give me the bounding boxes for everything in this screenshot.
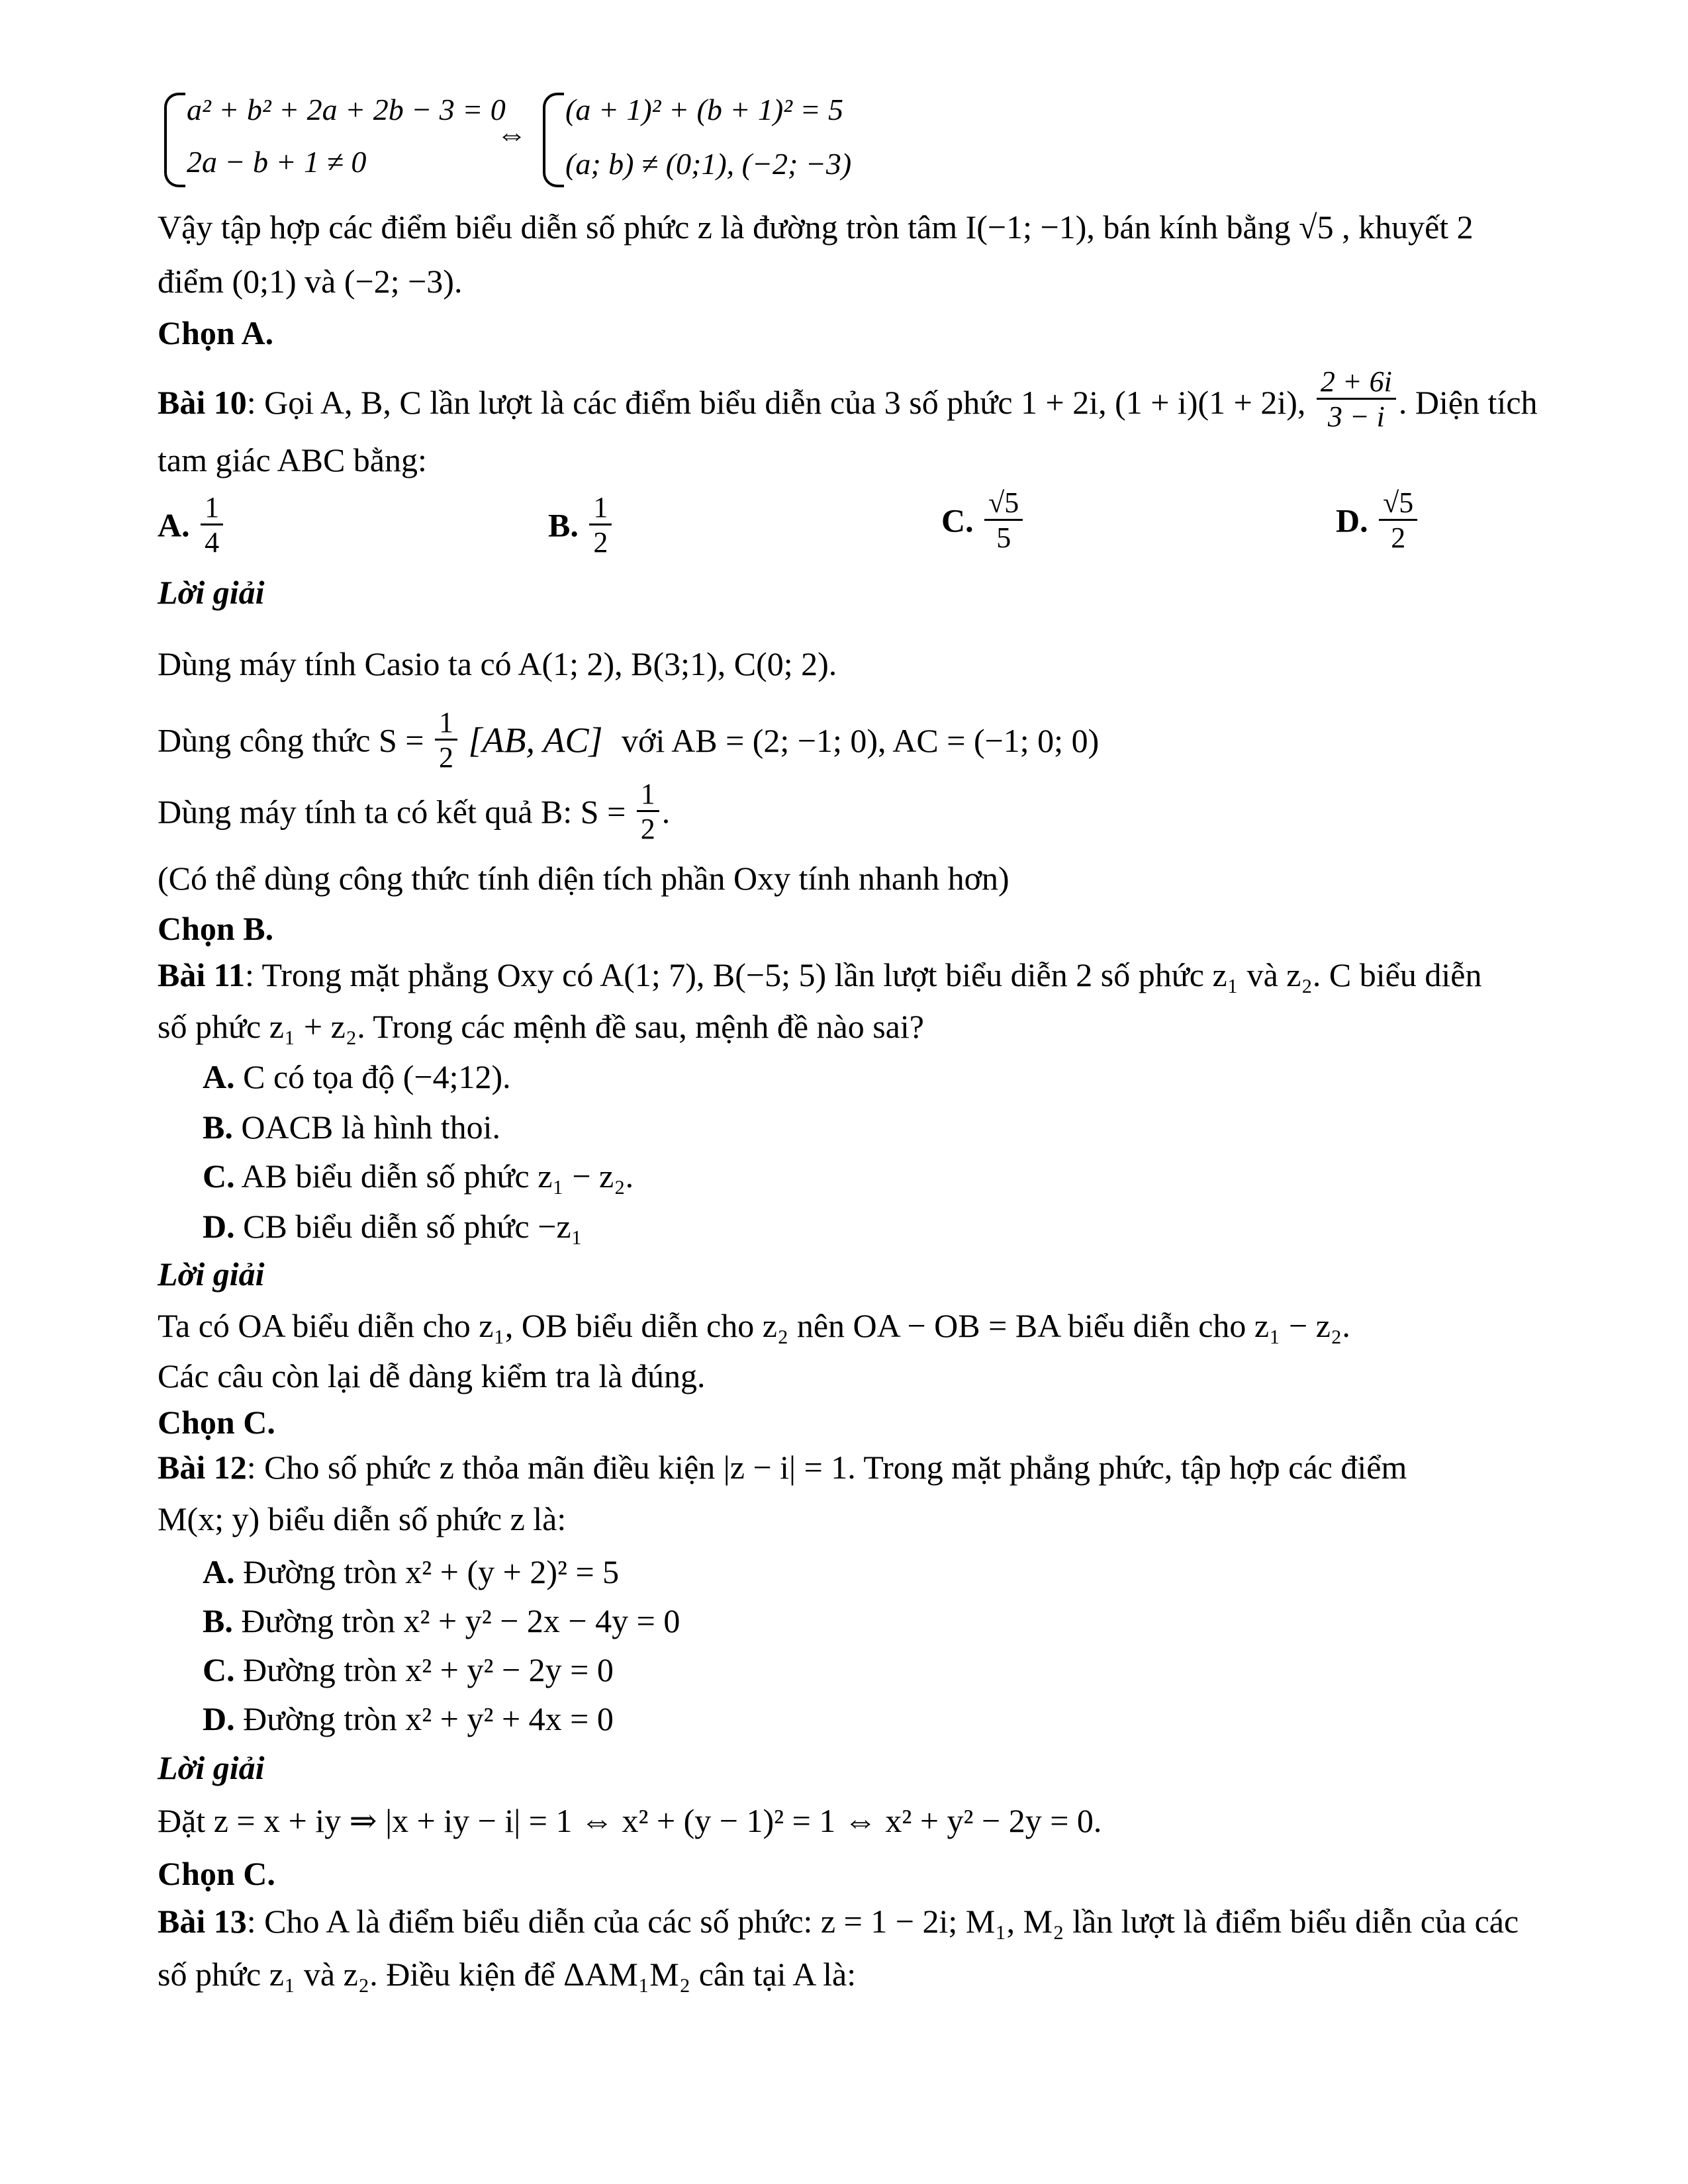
formula-prefix: Dùng công thức S =: [158, 721, 424, 759]
conclusion-line2: điểm (0;1) và (−2; −3).: [158, 263, 463, 300]
bai11-question-line1: [158, 958, 1481, 991]
bai11-answer: Chọn C.: [158, 1404, 275, 1441]
bai10-question-tail: . Diện tích: [1398, 383, 1538, 421]
option-letter: A.: [203, 1058, 235, 1095]
option-text: OACB là hình thoi.: [241, 1109, 501, 1146]
option-letter: D.: [203, 1700, 235, 1737]
bai10-option-b: [548, 493, 614, 557]
bai12-question-line2: M(x; y) biểu diễn số phức z là:: [158, 1500, 567, 1537]
option-numerator: √5: [1379, 488, 1417, 521]
bai10-label: Bài 10: [158, 383, 247, 421]
formula-half: [435, 708, 457, 772]
option-fraction: [589, 493, 612, 557]
option-letter: B.: [203, 1109, 233, 1146]
bai11-solution-line2: Các câu còn lại dễ dàng kiểm tra là đúng.: [158, 1357, 706, 1394]
option-letter: D.: [1336, 502, 1368, 539]
bai13-question-line1: [158, 1905, 1519, 1938]
bai11-question-line2: số phức z₁ + z₂. Trong các mệnh đề sau, mệnh đề nào sai?: [158, 1008, 924, 1045]
system-left-row1: a² + b² + 2a + 2b − 3 = 0: [187, 93, 506, 126]
option-text: Đường tròn x² + y² + 4x = 0: [243, 1700, 614, 1737]
option-denominator: 2: [1391, 522, 1406, 554]
bai11-option-c: [203, 1160, 633, 1193]
bai11-option-d: [203, 1210, 583, 1243]
bai12-label: Bài 12: [158, 1449, 247, 1486]
result-prefix: Dùng máy tính ta có kết quả B: S =: [158, 793, 626, 831]
bai13-label: Bài 13: [158, 1903, 247, 1940]
bai12-option-c: [203, 1653, 614, 1686]
option-text: Đường tròn x² + y² − 2y = 0: [243, 1651, 614, 1688]
system-right-row2: (a; b) ≠ (0;1), (−2; −3): [565, 147, 852, 181]
bai10-fraction-denominator: 3 − i: [1327, 400, 1385, 433]
bai12-question-line1: [158, 1451, 1407, 1484]
bai12-question-text: : Cho số phức z thỏa mãn điều kiện |z − i| = 1. Trong mặt phẳng phức, tập hợp các điểm: [246, 1449, 1407, 1486]
option-denominator: 5: [996, 522, 1011, 554]
bai12-solution-heading: Lời giải: [158, 1749, 265, 1786]
result-numerator: 1: [637, 780, 659, 812]
bai11-solution-line1: Ta có OA biểu diễn cho z₁, OB biểu diễn cho z₂ nên OA − OB = BA biểu diễn cho z₁ − z₂.: [158, 1307, 1350, 1344]
option-text: Đường tròn x² + (y + 2)² = 5: [243, 1553, 620, 1590]
option-text: Đường tròn x² + y² − 2x − 4y = 0: [241, 1602, 680, 1639]
option-letter: B.: [548, 506, 579, 544]
cross-product-bracket: [AB, AC]: [468, 720, 603, 760]
option-letter: C.: [203, 1158, 235, 1195]
bai11-question-text: : Trong mặt phẳng Oxy có A(1; 7), B(−5; 5) lần lượt biểu diễn 2 số phức z₁ và z₂. C biểu diễn: [244, 956, 1482, 993]
system-left-row2: 2a − b + 1 ≠ 0: [187, 145, 367, 179]
formula-suffix: với AB = (2; −1; 0), AC = (−1; 0; 0): [622, 721, 1100, 759]
result-fraction: [637, 780, 659, 844]
option-letter: A.: [203, 1553, 235, 1590]
option-numerator: 1: [201, 493, 223, 525]
option-numerator: 1: [589, 493, 612, 525]
bai10-solution-heading: Lời giải: [158, 574, 265, 611]
bai10-fraction-numerator: 2 + 6i: [1317, 367, 1396, 400]
bai13-question-line2: số phức z₁ và z₂. Điều kiện để ΔAM₁M₂ cân tại A là:: [158, 1956, 857, 1993]
option-fraction: [201, 493, 223, 557]
answer-choice: Chọn A.: [158, 314, 274, 351]
option-letter: B.: [203, 1602, 233, 1639]
system-right-row1: (a + 1)² + (b + 1)² = 5: [565, 93, 844, 126]
option-denominator: 2: [593, 526, 608, 559]
bai10-question-line1: [158, 365, 1538, 438]
option-letter: A.: [158, 506, 190, 544]
right-brace: [543, 93, 564, 187]
formula-half-numerator: 1: [435, 708, 457, 741]
option-denominator: 4: [205, 526, 220, 559]
bai12-solution-line1: Đặt z = x + iy ⇒ |x + iy − i| = 1 ⇔ x² + (y − 1)² = 1 ⇔ x² + y² − 2y = 0.: [158, 1802, 1102, 1839]
option-letter: C.: [203, 1651, 235, 1688]
bai11-option-a: [203, 1060, 511, 1093]
bai10-solution-line2: [158, 708, 1099, 772]
option-text: AB biểu diễn số phức z₁ − z₂.: [241, 1158, 634, 1195]
bai12-answer: Chọn C.: [158, 1855, 275, 1892]
result-denominator: 2: [640, 813, 655, 845]
bai11-option-b: [203, 1111, 500, 1144]
bai10-fraction: [1317, 367, 1396, 432]
option-text: CB biểu diễn số phức −z₁: [243, 1208, 583, 1245]
bai10-solution-note: (Có thể dùng công thức tính diện tích phần Oxy tính nhanh hơn): [158, 860, 1009, 897]
bai12-option-a: [203, 1555, 619, 1588]
left-brace: [164, 93, 185, 187]
conclusion-line1: Vậy tập hợp các điểm biểu diễn số phức z là đường tròn tâm I(−1; −1), bán kính bằng √5 , khuyết 2: [158, 208, 1474, 246]
bai11-solution-heading: Lời giải: [158, 1255, 265, 1293]
bai10-option-a: [158, 493, 226, 557]
option-fraction: [984, 488, 1023, 553]
option-letter: C.: [941, 502, 974, 539]
bai10-option-c: [941, 488, 1025, 553]
option-numerator: √5: [984, 488, 1023, 521]
bai10-solution-line3: Dùng máy tính ta có kết quả B: S = $\frac{1}{2}$ .: [158, 778, 671, 845]
option-text: C có tọa độ (−4;12).: [243, 1058, 511, 1095]
bai10-option-d: [1336, 488, 1420, 553]
bai13-question-text: : Cho A là điểm biểu diễn của các số phức: z = 1 − 2i; M₁, M₂ lần lượt là điểm biểu diễn của các: [246, 1903, 1519, 1940]
bai12-option-b: [203, 1604, 680, 1637]
equivalence-symbol: ⇔: [496, 117, 527, 151]
bai12-option-d: [203, 1702, 614, 1735]
bai10-question-line2: tam giác ABC bằng:: [158, 441, 427, 478]
bai10-answer: Chọn B.: [158, 910, 274, 947]
option-letter: D.: [203, 1208, 235, 1245]
bai11-label: Bài 11: [158, 956, 245, 993]
formula-half-denominator: 2: [439, 741, 453, 774]
option-fraction: [1379, 488, 1417, 553]
bai10-solution-line1: Dùng máy tính Casio ta có A(1; 2), B(3;1), C(0; 2).: [158, 645, 837, 682]
bai10-question-text: : Gọi A, B, C lần lượt là các điểm biểu diễn của 3 số phức 1 + 2i, (1 + i)(1 + 2i),: [246, 383, 1306, 421]
